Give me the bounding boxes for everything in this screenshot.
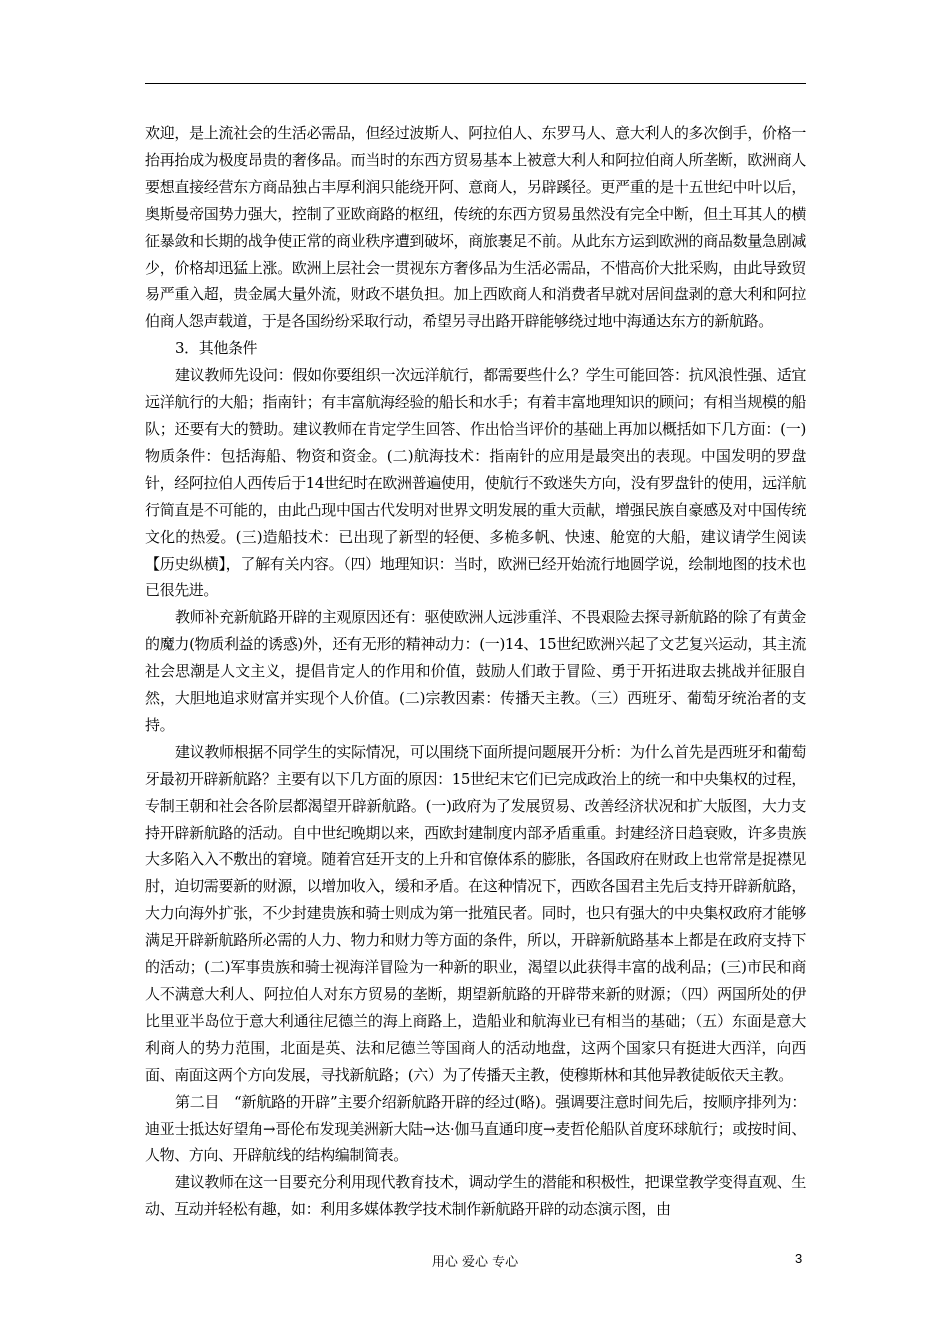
- footer-motto: 用心 爱心 专心: [431, 1255, 519, 1270]
- page-number: 3: [795, 1251, 803, 1266]
- paragraph-subjective-reasons: 教师补充新航路开辟的主观原因还有：驱使欧洲人远涉重洋、不畏艰险去探寻新航路的除了有黄金的魔力(物质利益的诱惑)外，还有无形的精神动力：(一)14、15世纪欧洲兴起了文艺复兴运动，其主流社会思潮是人文主义，提倡肯定人的作用和价值，鼓励人们敢于冒险、勇于开拓进取去挑战并征服自然，大胆地追求财富并实现个人价值。(二)宗教因素：传播天主教。（三）西班牙、葡萄牙统治者的支持。: [145, 608, 806, 734]
- paragraph-continuation: 欢迎，是上流社会的生活必需品，但经过波斯人、阿拉伯人、东罗马人、意大利人的多次倒手，价格一抬再抬成为极度昂贵的奢侈品。而当时的东西方贸易基本上被意大利人和阿拉伯商人所垄断，欧洲商人要想直接经营东方商品独占丰厚利润只能绕开阿、意商人，另辟蹊径。更严重的是十五世纪中叶以后，奥斯曼帝国势力强大，控制了亚欧商路的枢纽，传统的东西方贸易虽然没有完全中断，但土耳其人的横征暴敛和长期的战争使正常的商业秩序遭到破坏，商旅裹足不前。从此东方运到欧洲的商品数量急剧减少，价格却迅猛上涨。欧洲上层社会一贯视东方奢侈品为生活必需品，不惜高价大批采购，由此导致贸易严重入超，贵金属大量外流，财政不堪负担。加上西欧商人和消费者早就对居间盘剥的意大利和阿拉伯商人怨声载道，于是各国纷纷采取行动，希望另寻出路开辟能够绕过地中海通达东方的新航路。: [145, 124, 806, 331]
- paragraph-spain-portugal: 建议教师根据不同学生的实际情况，可以围绕下面所提问题展开分析：为什么首先是西班牙和葡萄牙最初开辟新航路？主要有以下几方面的原因：15世纪末它们已完成政治上的统一和中央集权的过程，专制王朝和社会各阶层都渴望开辟新航路。(一)政府为了发展贸易、改善经济状况和扩大版图，大力支持开辟新航路的活动。自中世纪晚期以来，西欧封建制度内部矛盾重重。封建经济日趋衰败，许多贵族大多陷入入不敷出的窘境。随着宫廷开支的上升和官僚体系的膨胀，各国政府在财政上也常常是捉襟见肘，迫切需要新的财源，以增加收入，缓和矛盾。在这种情况下，西欧各国君主先后支持开辟新航路，大力向海外扩张，不少封建贵族和骑士则成为第一批殖民者。同时，也只有强大的中央集权政府才能够满足开辟新航路所必需的人力、物力和财力等方面的条件，所以，开辟新航路基本上都是在政府支持下的活动；(二)军事贵族和骑士视海洋冒险为一种新的职业，渴望以此获得丰富的战利品；(三)市民和商人不满意大利人、阿拉伯人对东方贸易的垄断，期望新航路的开辟带来新的财源；（四）两国所处的伊比里亚半岛位于意大利通往尼德兰的海上商路上，造船业和航海业已有相当的基础；（五）东面是意大利商人的势力范围，北面是英、法和尼德兰等国商人的活动地盘，这两个国家只有挺进大西洋，向西面、南面这两个方向发展，寻找新航路；(六）为了传播天主教，使穆斯林和其他异教徒皈依天主教。: [145, 742, 806, 1084]
- paragraph-multimedia-suggestion: 建议教师在这一目要充分利用现代教育技术，调动学生的潜能和积极性，把课堂教学变得直观、生动、互动并轻松有趣，如：利用多媒体教学技术制作新航路开辟的动态演示图，由: [145, 1173, 806, 1219]
- paragraph-teacher-question: 建议教师先设问：假如你要组织一次远洋航行，都需要些什么？学生可能回答：抗风浪性强、适宜远洋航行的大船；指南针；有丰富航海经验的船长和水手；有着丰富地理知识的顾问；有相当规模的船队；还要有大的赞助。建议教师在肯定学生回答、作出恰当评价的基础上再加以概括如下几方面：(一)物质条件：包括海船、物资和资金。(二)航海技术：指南针的应用是最突出的表现。中国发明的罗盘针，经阿拉伯人西传后于14世纪时在欧洲普遍使用，使航行不致迷失方向，没有罗盘针的使用，远洋航行简直是不可能的，由此凸现中国古代发明对世界文明发展的重大贡献，增强民族自豪感及对中国传统文化的热爱。(三)造船技术：已出现了新型的轻便、多桅多帆、快速、舱宽的大船，建议请学生阅读【历史纵横】，了解有关内容。（四）地理知识：当时，欧洲已经开始流行地圆学说，绘制地图的技术也已很先进。: [145, 366, 806, 600]
- document-body: [145, 120, 806, 1223]
- paragraph-second-section: 第二目 “新航路的开辟”主要介绍新航路开辟的经过(略)。强调要注意时间先后，按顺序排列为：迪亚士抵达好望角→哥伦布发现美洲新大陆→达·伽马直通印度→麦哲伦船队首度环球航行；或按时间、人物、方向、开辟航线的结构编制简表。: [145, 1092, 806, 1165]
- section-heading-other-conditions: 3．其他条件: [175, 339, 258, 358]
- header-rule: [145, 83, 806, 84]
